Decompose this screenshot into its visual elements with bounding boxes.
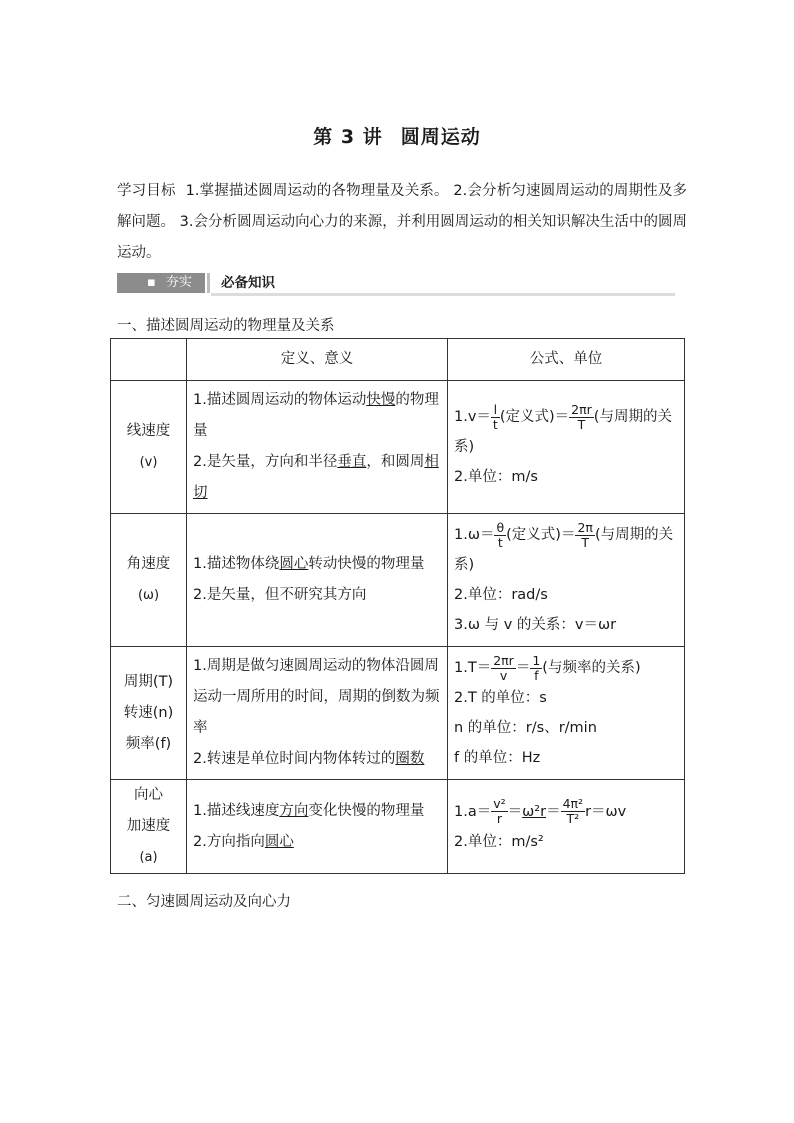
quantity-name: 线速度 (v) — [111, 381, 187, 514]
goals-label: 学习目标 — [117, 183, 176, 199]
banner-label: 必备知识 — [221, 275, 275, 291]
table-row — [111, 381, 685, 514]
definition-cell: 1.描述圆周运动的物体运动快慢的物理量 2.是矢量，方向和半径垂直，和圆周相切 — [187, 381, 448, 514]
fraction: $\frac{l}{t}$ — [492, 401, 498, 432]
formula-line: 1.v＝ $\frac{l}{t}$ (定义式)＝ $\frac{2\pi r}{T}$ (与周期的关系) — [454, 401, 672, 455]
formula-line: 1.T＝ $\frac{2\pi r}{v}$ ＝ $\frac{1}{f}$ (与频率的关系) — [454, 652, 641, 683]
quantity-name: 周期(T) 转速(n) 频率(f) — [111, 647, 187, 780]
underlined-term: 垂直 — [337, 454, 367, 470]
underlined-term: 相切 — [193, 454, 439, 501]
banner-separator — [207, 273, 210, 293]
fraction: $\frac{2\pi r}{T}$ — [571, 401, 592, 432]
unit-line: 2.单位：m/s² — [454, 833, 544, 850]
relation-line: 3.ω 与 v 的关系：v＝ωr — [454, 617, 617, 633]
formula-cell — [448, 514, 685, 647]
section-banner — [117, 273, 675, 295]
quantity-name: 向心 加速度 (a) — [111, 780, 187, 874]
section-heading-1: 一、描述圆周运动的物理量及关系 — [117, 318, 335, 334]
fraction: $\frac{1}{f}$ — [532, 652, 541, 683]
formula-cell — [448, 381, 685, 514]
underlined-term: 圆心 — [279, 556, 309, 572]
header-cell — [111, 339, 187, 381]
underlined-term: 快慢 — [366, 392, 396, 408]
banner-tag: ▪ 夯实 — [117, 273, 205, 293]
formula-cell — [448, 647, 685, 780]
unit-line: f 的单位：Hz — [454, 750, 541, 766]
unit-line: 2.单位：rad/s — [454, 587, 548, 603]
fraction: $\frac{2\pi r}{v}$ — [493, 652, 514, 683]
header-cell: 定义、意义 — [187, 339, 448, 381]
table-header-row — [111, 339, 685, 381]
underlined-term: ω²r — [522, 803, 547, 820]
fraction: $\frac{\text{4π²}}{\text{T²}}$ — [562, 796, 584, 826]
formula-line: 1.ω＝ $\frac{\theta}{t}$ (定义式)＝ $\frac{2\pi}{T}$ (与周期的关系) — [454, 519, 674, 573]
definition-cell: 1.描述线速度方向变化快慢的物理量 2.方向指向圆心 — [187, 780, 448, 874]
definition-cell: 1.描述物体绕圆心转动快慢的物理量 2.是矢量，但不研究其方向 — [187, 514, 448, 647]
table-row — [111, 514, 685, 647]
unit-line: 2.T 的单位：s — [454, 690, 547, 706]
unit-line: n 的单位：r/s、r/min — [454, 720, 597, 736]
formula-line: 1.a＝ $\frac{\text{v²}}{r}$ ＝ω²r＝ $\frac{\text{4π²}}{\text{T²}}$ r＝ωv — [454, 796, 627, 826]
lecture-topic: 圆周运动 — [400, 126, 481, 148]
underlined-term: 方向 — [279, 802, 309, 819]
fraction: $\frac{\theta}{t}$ — [496, 519, 505, 550]
quantity-name: 角速度 (ω) — [111, 514, 187, 647]
page-title — [0, 122, 794, 149]
table-row — [111, 780, 685, 874]
section-heading-2: 二、匀速圆周运动及向心力 — [117, 894, 291, 910]
definition-cell: 1.周期是做匀速圆周运动的物体沿圆周运动一周所用的时间，周期的倒数为频率 2.转速是单位时间内物体转过的圈数 — [187, 647, 448, 780]
fraction: $\frac{\text{v²}}{r}$ — [493, 796, 506, 826]
header-cell: 公式、单位 — [448, 339, 685, 381]
lecture-number: 第 3 讲 — [313, 126, 383, 148]
quantities-table — [110, 338, 685, 874]
unit-line: 2.单位：m/s — [454, 469, 538, 485]
formula-cell — [448, 780, 685, 874]
banner-rule — [211, 293, 675, 296]
underlined-term: 圆心 — [264, 833, 294, 850]
table-row — [111, 647, 685, 780]
fraction: $\frac{2\pi}{T}$ — [577, 519, 593, 550]
learning-goals — [117, 176, 687, 269]
underlined-term: 圈数 — [395, 751, 425, 767]
goals-text: 1.掌握描述圆周运动的各物理量及关系。 2.会分析匀速圆周运动的周期性及多解问题。 3.会分析圆周运动向心力的来源，并利用圆周运动的相关知识解决生活中的圆周运动。 — [117, 183, 688, 261]
bullet-icon: ▪ — [147, 275, 156, 290]
